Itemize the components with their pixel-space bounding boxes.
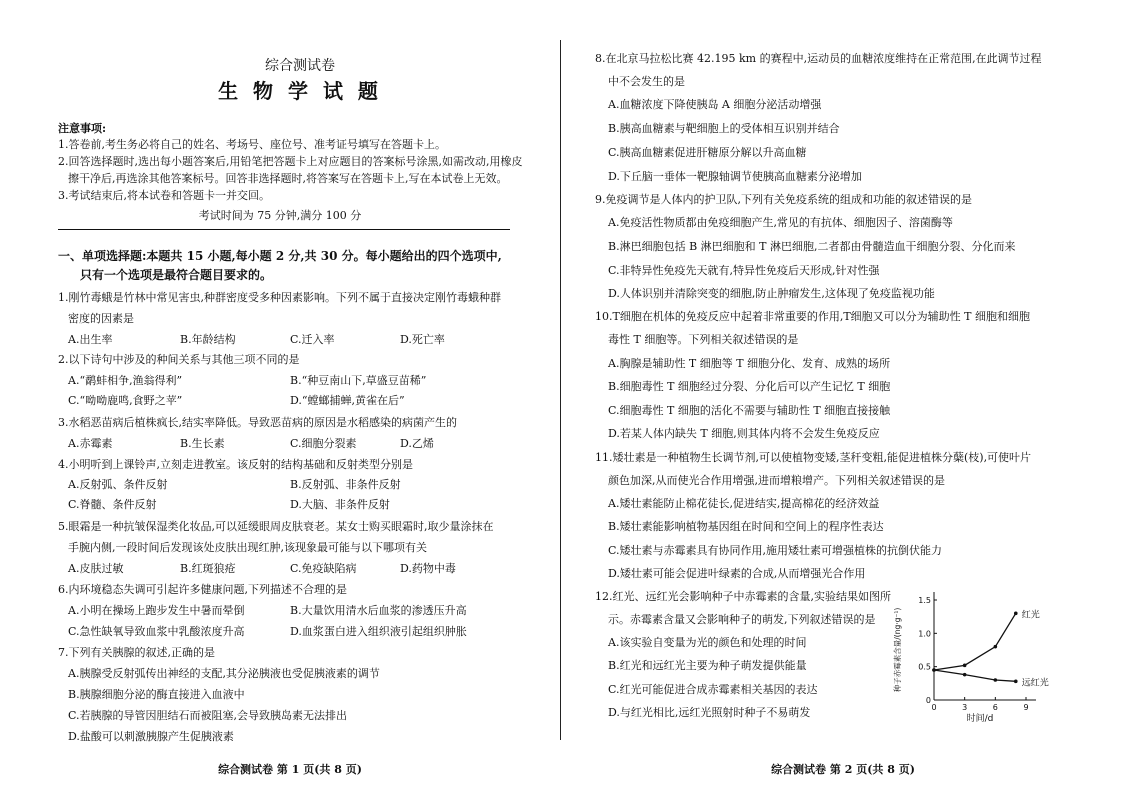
option: A.胸腺是辅助性 T 细胞等 T 细胞分化、发育、成熟的场所 <box>608 357 891 370</box>
question-text: 8.在北京马拉松比赛 42.195 km 的赛程中,运动员的血糖浓度维持在正常范围,在此调节过程 <box>595 52 1042 65</box>
notes-title: 注意事项: <box>58 122 107 135</box>
option: A.皮肤过敏 <box>68 562 124 575</box>
option: B.细胞毒性 T 细胞经过分裂、分化后可以产生记忆 T 细胞 <box>608 380 891 393</box>
option: C.急性缺氧导致血浆中乳酸浓度升高 <box>68 625 245 638</box>
exam-subject-title: 生 物 学 试 题 <box>218 79 382 103</box>
option: D.矮壮素可能会促进叶绿素的合成,从而增强光合作用 <box>608 567 866 580</box>
page-2 <box>563 0 1123 794</box>
data-point <box>932 668 936 672</box>
x-tick-label: 0 <box>931 703 937 712</box>
question-text: 6.内环境稳态失调可引起许多健康问题,下列描述不合理的是 <box>58 583 347 596</box>
option: B.年龄结构 <box>180 333 236 346</box>
y-tick-label: 0.5 <box>918 662 931 672</box>
question-text: 9.免疫调节是人体内的护卫队,下列有关免疫系统的组成和功能的叙述错误的是 <box>595 193 972 206</box>
page-divider <box>560 40 561 740</box>
option: D.药物中毒 <box>400 562 456 575</box>
option: C.细胞毒性 T 细胞的活化不需要与辅助性 T 细胞直接接触 <box>608 404 891 417</box>
option: C.迁入率 <box>290 333 335 346</box>
section-heading: 一、单项选择题:本题共 15 小题,每小题 2 分,共 30 分。每小题给出的四个选项中, <box>58 249 502 263</box>
option: A.胰腺受反射弧传出神经的支配,其分泌胰液也受促胰液素的调节 <box>68 667 380 680</box>
data-point <box>1014 612 1018 616</box>
option: B.胰高血糖素与靶细胞上的受体相互识别并结合 <box>608 122 840 135</box>
option: D.与红光相比,远红光照射时种子不易萌发 <box>608 706 811 719</box>
option: C.“呦呦鹿鸣,食野之苹” <box>68 394 183 407</box>
option: B.红斑狼疮 <box>180 562 236 575</box>
option: D.若某人体内缺失 T 细胞,则其体内将不会发生免疫反应 <box>608 427 880 440</box>
option: A.小明在操场上跑步发生中暑而晕倒 <box>68 604 245 617</box>
data-point <box>994 678 998 682</box>
series-label: 红光 <box>1021 610 1040 621</box>
option: C.脊髓、条件反射 <box>68 498 157 511</box>
y-tick-label: 0 <box>925 696 931 705</box>
option: B.红光和远红光主要为种子萌发提供能量 <box>608 659 807 672</box>
time-info: 考试时间为 75 分钟,满分 100 分 <box>198 209 362 222</box>
page-1 <box>0 0 560 794</box>
option: C.免疫缺陷病 <box>290 562 357 575</box>
option: D.大脑、非条件反射 <box>290 498 390 511</box>
question-text: 密度的因素是 <box>68 312 134 325</box>
option: B.反射弧、非条件反射 <box>290 478 401 491</box>
question-text: 中不会发生的是 <box>608 75 685 88</box>
option: A.免疫活性物质都由免疫细胞产生,常见的有抗体、细胞因子、溶菌酶等 <box>608 216 953 229</box>
y-axis-label: 种子赤霉素含量/(ng·g⁻¹) <box>893 607 902 693</box>
option: D.死亡率 <box>400 333 445 346</box>
note-line: 擦干净后,再选涂其他答案标号。回答非选择题时,将答案写在答题卡上,写在本试卷上无效。 <box>68 172 508 185</box>
divider <box>58 229 510 230</box>
data-point <box>994 645 998 649</box>
option: C.细胞分裂素 <box>290 437 357 450</box>
option: B.大量饮用清水后血浆的渗透压升高 <box>290 604 467 617</box>
option: B.生长素 <box>180 437 225 450</box>
question-text: 毒性 T 细胞等。下列相关叙述错误的是 <box>608 333 799 346</box>
x-tick-label: 9 <box>1023 703 1029 712</box>
option: A.“鹬蚌相争,渔翁得利” <box>68 374 183 387</box>
question-text: 4.小明听到上课铃声,立刻走进教室。该反射的结构基础和反射类型分别是 <box>58 458 413 471</box>
x-tick-label: 3 <box>962 703 968 712</box>
gibberellin-line-chart <box>890 588 1075 723</box>
page-footer: 综合测试卷 第 2 页(共 8 页) <box>771 763 915 776</box>
option: C.红光可能促进合成赤霉素相关基因的表达 <box>608 683 818 696</box>
option: A.赤霉素 <box>68 437 113 450</box>
question-text: 1.刚竹毒蛾是竹林中常见害虫,种群密度受多种因素影响。下列不属于直接决定刚竹毒蛾种群 <box>58 291 501 304</box>
option: D.盐酸可以刺激胰腺产生促胰液素 <box>68 730 234 743</box>
option: D.乙烯 <box>400 437 434 450</box>
question-text: 手腕内侧,一段时间后发现该处皮肤出现红肿,该现象最可能与以下哪项有关 <box>68 541 427 554</box>
question-text: 12.红光、远红光会影响种子中赤霉素的含量,实验结果如图所 <box>595 590 891 603</box>
series-line <box>934 613 1016 670</box>
option: A.矮壮素能防止棉花徒长,促进结实,提高棉花的经济效益 <box>608 497 880 510</box>
option: B.胰腺细胞分泌的酶直接进入血液中 <box>68 688 245 701</box>
option: A.该实验自变量为光的颜色和处理的时间 <box>608 636 807 649</box>
option: A.反射弧、条件反射 <box>68 478 168 491</box>
data-point <box>963 664 967 668</box>
question-text: 10.T细胞在机体的免疫反应中起着非常重要的作用,T细胞又可以分为辅助性 T 细胞和细胞 <box>595 310 1030 323</box>
option: D.下丘脑一垂体一靶腺轴调节使胰高血糖素分泌增加 <box>608 170 862 183</box>
note-line: 2.回答选择题时,选出每小题答案后,用铅笔把答题卡上对应题目的答案标号涂黑,如需改动,用橡皮 <box>58 155 523 168</box>
option: C.非特异性免疫先天就有,特异性免疫后天形成,针对性强 <box>608 264 880 277</box>
option: D.“螳螂捕蝉,黄雀在后” <box>290 394 405 407</box>
question-text: 5.眼霜是一种抗皱保湿类化妆品,可以延缓眼周皮肤衰老。某女士购买眼霜时,取少量涂抹在 <box>58 520 494 533</box>
section-heading: 只有一个选项是最符合题目要求的。 <box>80 268 273 282</box>
option: A.出生率 <box>68 333 113 346</box>
exam-series-title: 综合测试卷 <box>265 58 335 74</box>
option: A.血糖浓度下降使胰岛 A 细胞分泌活动增强 <box>608 98 822 111</box>
option: B.淋巴细胞包括 B 淋巴细胞和 T 淋巴细胞,二者都由骨髓造血干细胞分裂、分化而来 <box>608 240 1016 253</box>
note-line: 3.考试结束后,将本试卷和答题卡一并交回。 <box>58 189 270 202</box>
series-label: 远红光 <box>1021 678 1049 689</box>
question-text: 2.以下诗句中涉及的种间关系与其他三项不同的是 <box>58 353 300 366</box>
page-footer: 综合测试卷 第 1 页(共 8 页) <box>218 763 362 776</box>
data-point <box>1014 680 1018 684</box>
question-text: 3.水稻恶苗病后植株疯长,结实率降低。导致恶苗病的原因是水稻感染的病菌产生的 <box>58 416 457 429</box>
question-text: 7.下列有关胰腺的叙述,正确的是 <box>58 646 215 659</box>
option: C.胰高血糖素促进肝糖原分解以升高血糖 <box>608 146 807 159</box>
question-text: 示。赤霉素含量又会影响种子的萌发,下列叙述错误的是 <box>608 613 876 626</box>
option: C.矮壮素与赤霉素具有协同作用,施用矮壮素可增强植株的抗倒伏能力 <box>608 544 943 557</box>
x-axis-label: 时间/d <box>966 714 994 723</box>
question-text: 颜色加深,从而使光合作用增强,进而增粮增产。下列相关叙述错误的是 <box>608 474 945 487</box>
data-point <box>963 673 967 677</box>
question-text: 11.矮壮素是一种植物生长调节剂,可以使植物变矮,茎秆变粗,能促进植株分蘖(枝),可使叶片 <box>595 451 1032 464</box>
option: C.若胰腺的导管因胆结石而被阻塞,会导致胰岛素无法排出 <box>68 709 348 722</box>
option: D.血浆蛋白进入组织液引起组织肿胀 <box>290 625 467 638</box>
series-line <box>934 670 1016 681</box>
y-tick-label: 1.0 <box>918 629 931 639</box>
option: D.人体识别并清除突变的细胞,防止肿瘤发生,这体现了免疫监视功能 <box>608 287 935 300</box>
option: B.“种豆南山下,草盛豆苗稀” <box>290 374 427 387</box>
y-tick-label: 1.5 <box>918 596 931 605</box>
option: B.矮壮素能影响植物基因组在时间和空间上的程序性表达 <box>608 520 884 533</box>
note-line: 1.答卷前,考生务必将自己的姓名、考场号、座位号、准考证号填写在答题卡上。 <box>58 138 446 151</box>
x-tick-label: 6 <box>992 703 998 712</box>
